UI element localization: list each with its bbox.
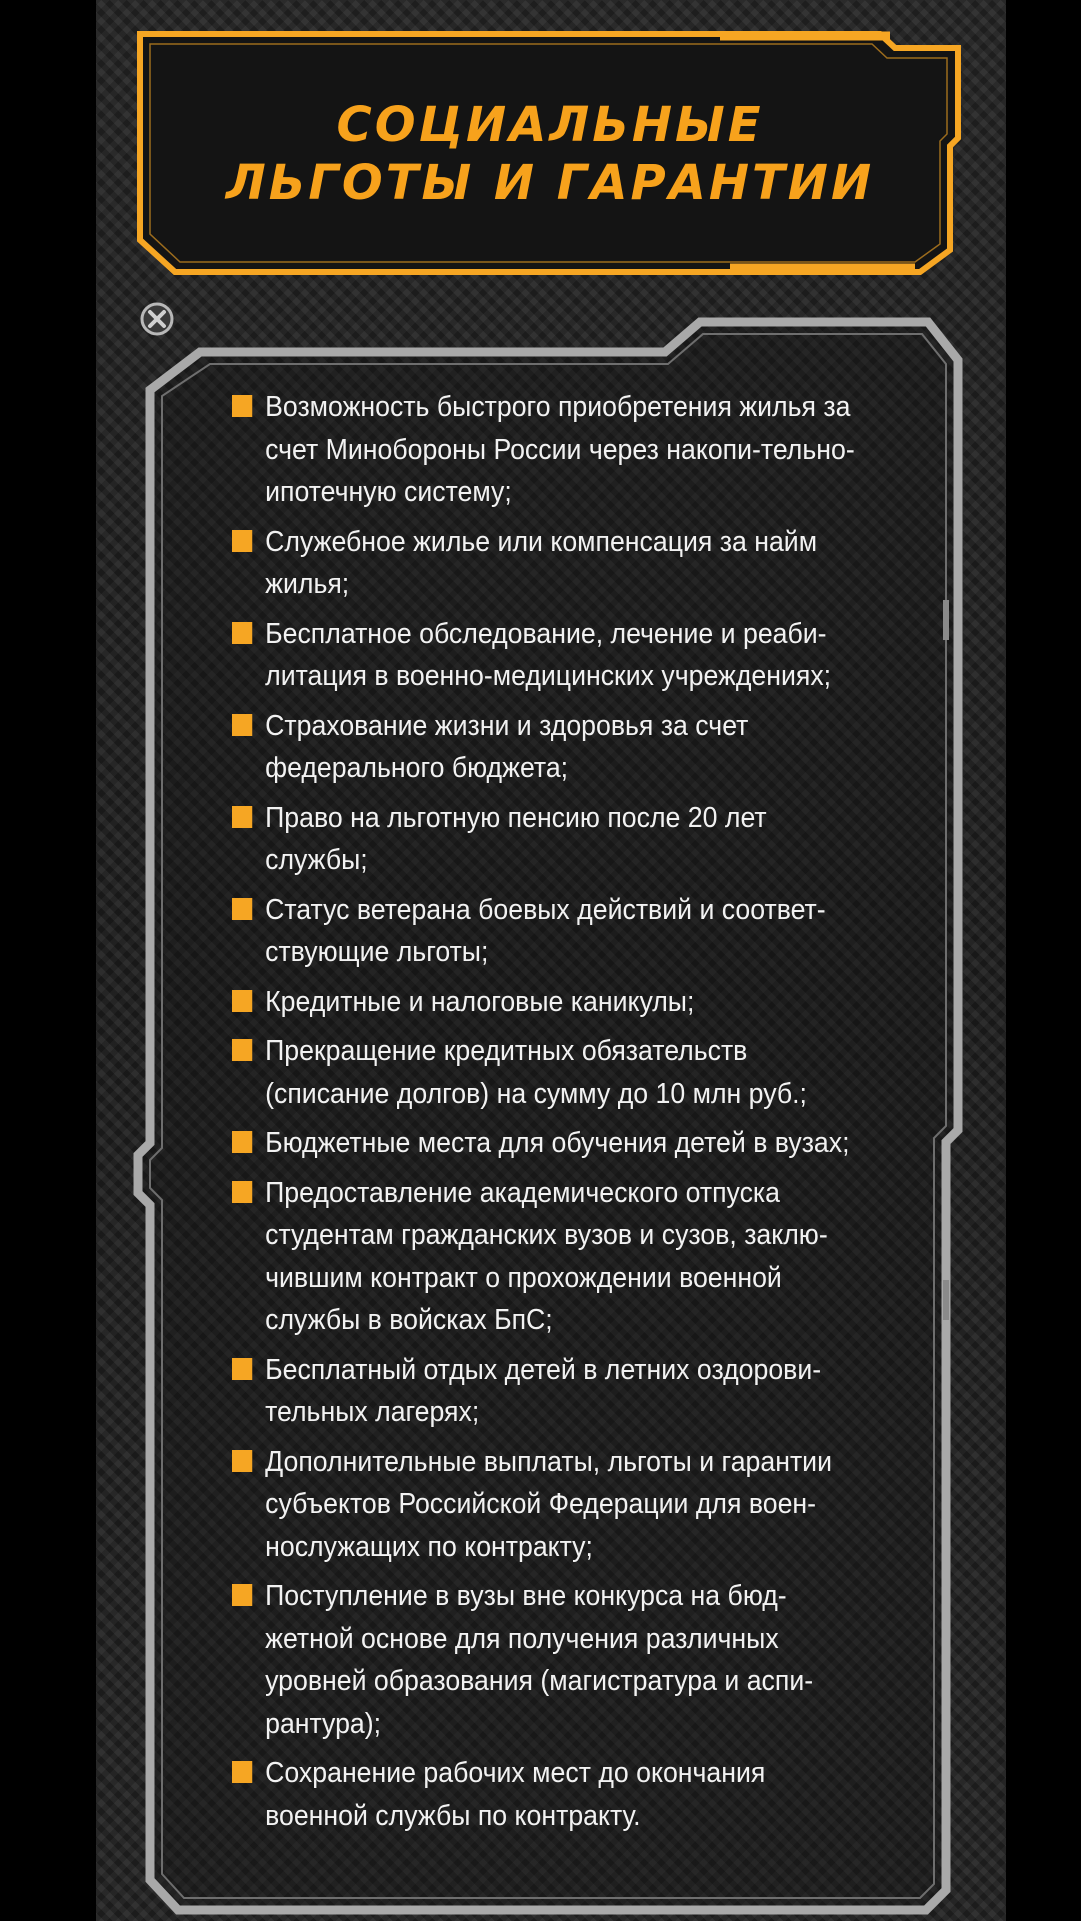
list-item — [232, 386, 858, 514]
list-item-text: Служебное жилье или компенсация за найм жилья; — [265, 525, 818, 600]
title-line-1: СОЦИАЛЬНЫЕ — [336, 97, 764, 153]
square-bullet-icon — [232, 714, 252, 736]
square-bullet-icon — [232, 1584, 252, 1606]
list-item — [232, 613, 858, 698]
square-bullet-icon — [232, 530, 252, 552]
square-bullet-icon — [232, 1761, 252, 1783]
square-bullet-icon — [232, 806, 252, 828]
square-bullet-icon — [232, 1039, 252, 1061]
list-item-text: Поступление в вузы вне конкурса на бюд-жетной основе для получения различных уровней образования (магистратура и аспи-рантура); — [265, 1580, 814, 1740]
list-item — [232, 1441, 858, 1569]
list-item-text: Бесплатный отдых детей в летних оздорови-тельных лагерях; — [265, 1353, 822, 1428]
square-bullet-icon — [232, 898, 252, 920]
list-item — [232, 1752, 858, 1837]
list-item-text: Возможность быстрого приобретения жилья за счет Минобороны России через накопи-тельно-ипотечную систему; — [265, 391, 855, 508]
list-item — [232, 1172, 858, 1342]
square-bullet-icon — [232, 1358, 252, 1380]
square-bullet-icon — [232, 990, 252, 1012]
list-item — [232, 705, 858, 790]
list-item — [232, 889, 858, 974]
square-bullet-icon — [232, 1131, 252, 1153]
list-item-text: Страхование жизни и здоровья за счет федерального бюджета; — [265, 709, 749, 784]
list-item — [232, 981, 858, 1024]
list-item — [232, 1030, 858, 1115]
page-title — [180, 96, 920, 212]
list-item — [232, 1575, 858, 1745]
list-item-text: Кредитные и налоговые каникулы; — [265, 985, 695, 1018]
square-bullet-icon — [232, 395, 252, 417]
list-item-text: Статус ветерана боевых действий и соответ-ствующие льготы; — [265, 893, 826, 968]
list-item-text: Бесплатное обследование, лечение и реаби-литация в военно-медицинских учреждениях; — [265, 617, 832, 692]
list-item-text: Бюджетные места для обучения детей в вузах; — [265, 1127, 850, 1159]
square-bullet-icon — [232, 1450, 252, 1472]
list-item-text: Право на льготную пенсию после 20 лет службы; — [265, 801, 767, 876]
list-item — [232, 521, 858, 606]
list-item — [232, 1122, 858, 1165]
list-item — [232, 1349, 858, 1434]
list-item — [232, 797, 858, 882]
square-bullet-icon — [232, 622, 252, 644]
title-line-2: ЛЬГОТЫ И ГАРАНТИИ — [225, 155, 875, 211]
benefits-list — [232, 386, 858, 1844]
screw-icon — [140, 302, 174, 336]
list-item-text: Сохранение рабочих мест до окончания военной службы по контракту. — [265, 1757, 766, 1832]
list-item-text: Прекращение кредитных обязательств (списание долгов) на сумму до 10 млн руб.; — [265, 1035, 807, 1110]
list-item-text: Предоставление академического отпуска студентам гражданских вузов и сузов, заклю-чившим контракт о прохождении военной службы в войсках БпС; — [265, 1176, 828, 1336]
list-item-text: Дополнительные выплаты, льготы и гарантии субъектов Российской Федерации для воен-нослужащих по контракту; — [265, 1445, 832, 1563]
square-bullet-icon — [232, 1181, 252, 1203]
